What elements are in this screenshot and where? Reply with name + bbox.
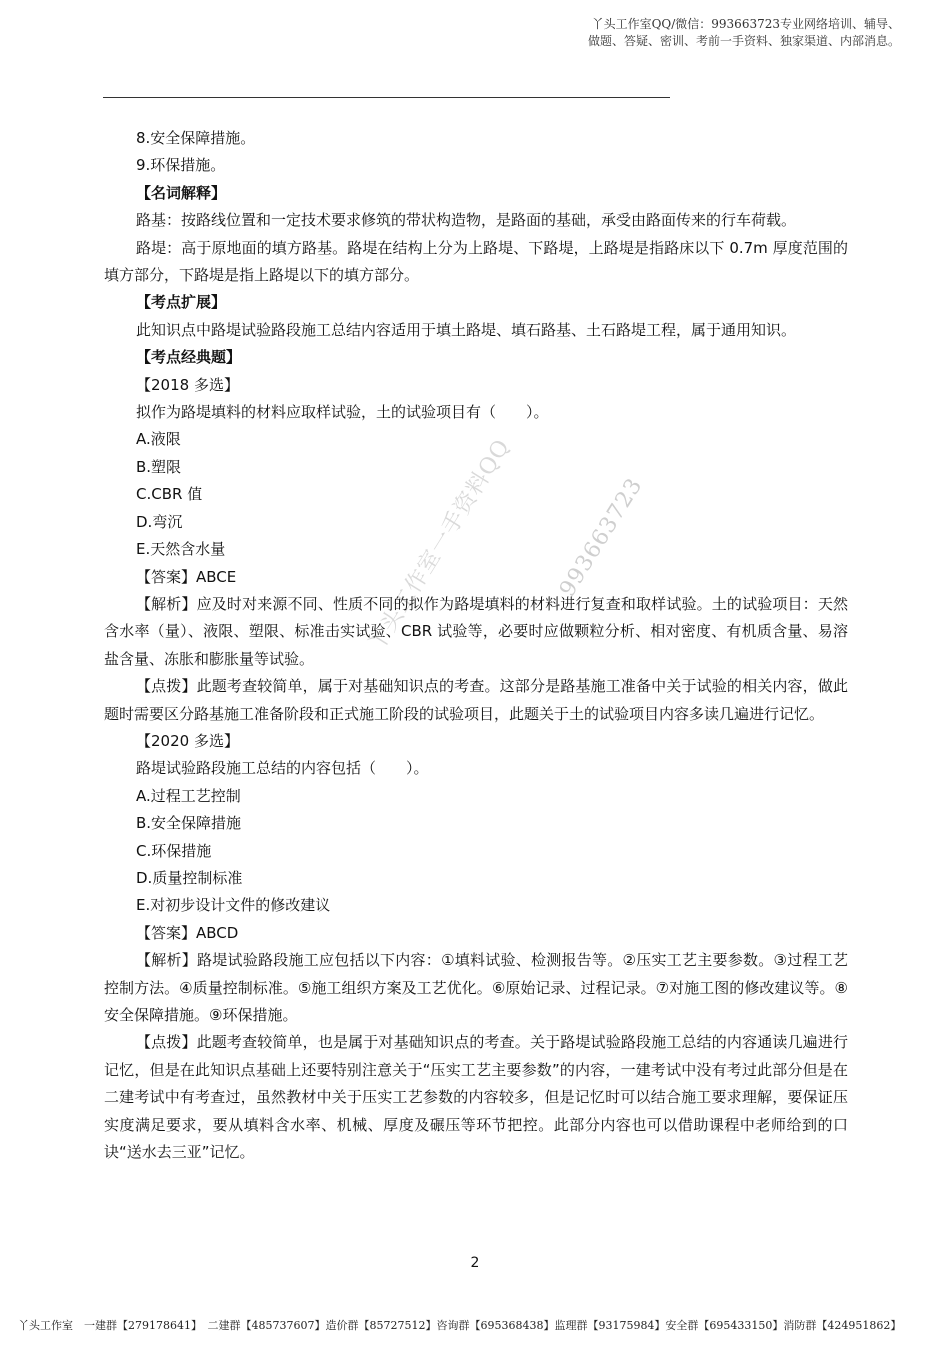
watermark-text: 丫头工作室一手资料QQ <box>364 434 516 656</box>
text-line: 【解析】路堤试验路段施工应包括以下内容：①填料试验、检测报告等。②压实工艺主要参数。③过程工艺控制方法。④质量控制标准。⑤施工组织方案及工艺优化。⑥原始记录、过程记录。⑦对施工图的修改建议等。⑧安全保障措施。⑨环保措施。 <box>104 951 848 1024</box>
header-contact-note <box>480 16 900 50</box>
section-heading: 【考点经典题】 <box>136 348 242 367</box>
text-line: 路基：按路线位置和一定技术要求修筑的带状构造物，是路面的基础，承受由路面传来的行车荷载。 <box>136 211 797 230</box>
text-line: C.CBR 值 <box>136 485 203 504</box>
text-line: 【2020 多选】 <box>136 731 239 750</box>
text-line: 路堤试验路段施工总结的内容包括（ ）。 <box>136 759 429 778</box>
page-number: 2 <box>470 1255 480 1271</box>
text-line: E.对初步设计文件的修改建议 <box>136 896 331 915</box>
text-line: 【解析】应及时对来源不同、性质不同的拟作为路堤填料的材料进行复查和取样试验。土的试验项目：天然含水率（量）、液限、塑限、标准击实试验、CBR 试验等，必要时应做颗粒分析、相对密度、有机质含量、易溶盐含量、冻胀和膨胀量等试验。 <box>104 594 848 668</box>
section-heading: 【名词解释】 <box>136 183 227 202</box>
text-line: 9.环保措施。 <box>136 156 226 175</box>
header-divider <box>103 97 670 98</box>
section-heading: 【考点扩展】 <box>136 293 227 312</box>
text-line: 【点拨】此题考查较简单，也是属于对基础知识点的考查。关于路堤试验路段施工总结的内容通读几遍进行记忆，但是在此知识点基础上还要特别注意关于“压实工艺主要参数”的内容，一建考试中没有考过此部分但是在二建考试中有考查过，虽然教材中关于压实工艺参数的内容较多，但是记忆时可以结合施工要求理解，要保证压实度满足要求，要从填料含水率、机械、厚度及碾压等环节把控。此部分内容也可以借助课程中老师给到的口诀“送水去三亚”记忆。 <box>104 1033 848 1162</box>
text-line: 8.安全保障措施。 <box>136 129 256 147</box>
text-line: B.安全保障措施 <box>136 814 242 833</box>
text-line: 【2018 多选】 <box>136 375 239 394</box>
text-line: 路堤：高于原地面的填方路基。路堤在结构上分为上路堤、下路堤，上路堤是指路床以下 0.7m 厚度范围的填方部分，下路堤是指上路堤以下的填方部分。 <box>104 238 848 285</box>
text-line: B.塑限 <box>136 457 182 476</box>
text-line: 【答案】ABCE <box>136 567 237 586</box>
text-line: 拟作为路堤填料的材料应取样试验，土的试验项目有（ ）。 <box>136 403 549 422</box>
text-line: C.环保措施 <box>136 841 212 860</box>
text-line: D.弯沉 <box>136 512 183 531</box>
watermark-number: 993663723 <box>555 473 648 602</box>
header-line-1: 丫头工作室QQ/微信：993663723专业网络培训、辅导、 <box>591 17 900 31</box>
text-line: E.天然含水量 <box>136 540 226 559</box>
header-line-2: 做题、答疑、密训、考前一手资料、独家渠道、内部消息。 <box>587 34 900 48</box>
text-line: A.液限 <box>136 430 181 449</box>
text-line: 【点拨】此题考查较简单，属于对基础知识点的考查。这部分是路基施工准备中关于试验的相关内容，做此题时需要区分路基施工准备阶段和正式施工阶段的试验项目，此题关于土的试验项目内容多读几遍进行记忆。 <box>104 677 848 723</box>
text-line: 此知识点中路堤试验路段施工总结内容适用于填土路堤、填石路基、土石路堤工程，属于通用知识。 <box>136 320 797 339</box>
text-line: D.质量控制标准 <box>136 868 243 887</box>
text-line: A.过程工艺控制 <box>136 786 241 805</box>
document-body <box>104 125 848 1166</box>
text-line: 【答案】ABCD <box>136 923 239 942</box>
footer-groups: 丫头工作室 一建群【279178641】 二建群【485737607】造价群【85727512】咨询群【695368438】监理群【93175984】安全群【695433150】消防群【424951862】 <box>18 1319 902 1332</box>
